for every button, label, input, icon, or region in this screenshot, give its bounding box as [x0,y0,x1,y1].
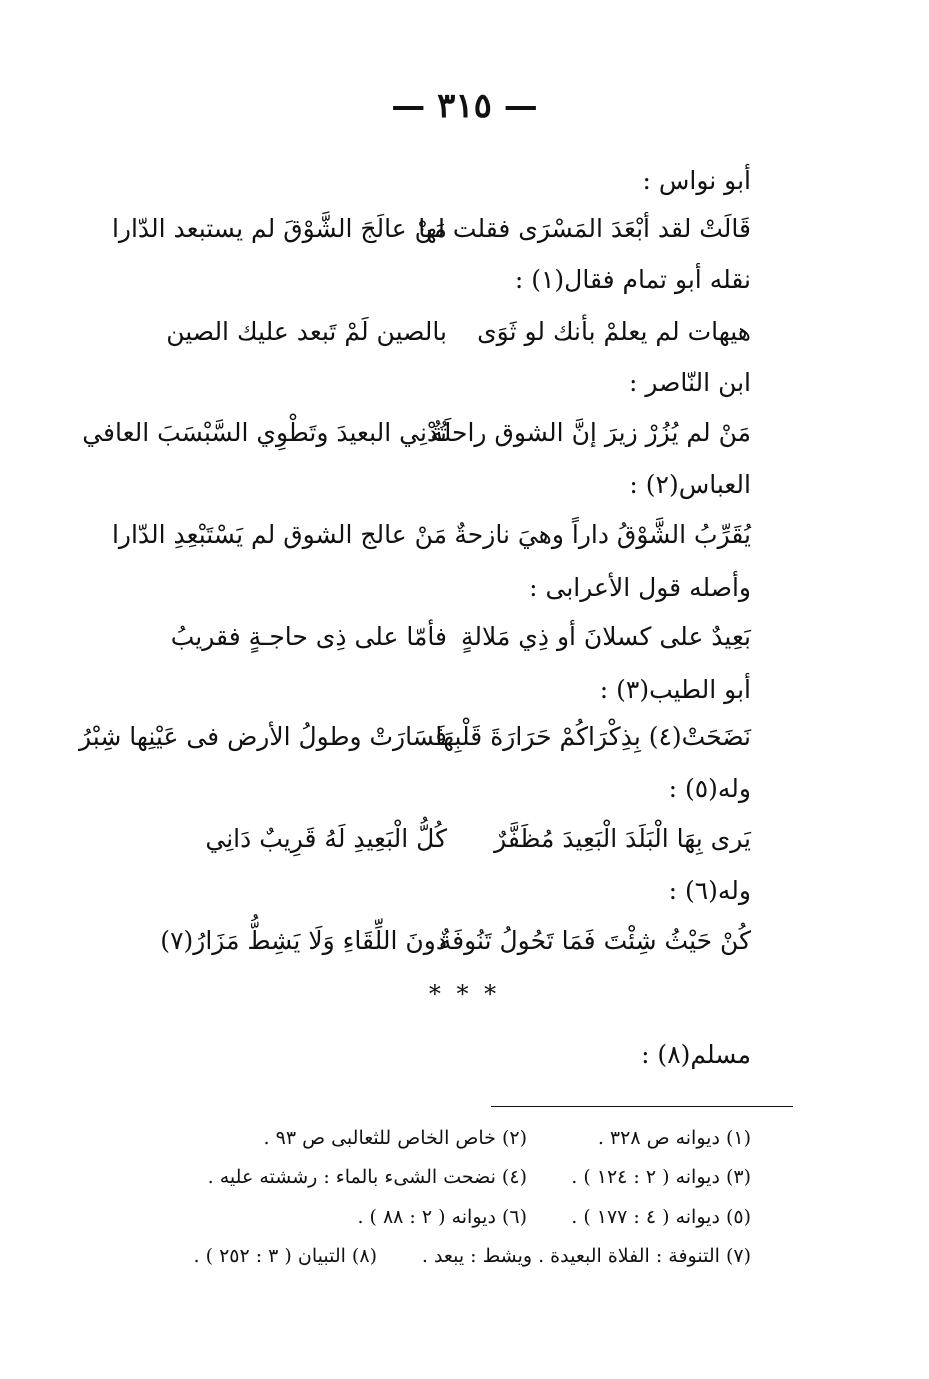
footnote: (٣) ديوانه ( ٢ : ١٢٤ ) . [571,1166,751,1188]
poet-intro-abu-tammam: نقله أبو تمام فقال(١) : [514,265,751,294]
poet-intro-bedouin: وأصله قول الأعرابى : [529,573,751,602]
poet-intro-lahu-5: وله(٥) : [668,774,751,803]
footnote: (٦) ديوانه ( ٢ : ٨٨ ) . [357,1206,527,1228]
verse-hemistich-first: يَرى بِهَا الْبَلَدَ الْبَعِيدَ مُظَفَّرٌ [494,824,751,853]
poet-intro-abu-tayyib: أبو الطيب(٣) : [599,675,751,704]
footnote: (٢) خاص الخاص للثعالبى ص ٩٣ . [263,1127,527,1149]
verse-hemistich-second: كُلُّ الْبَعِيدِ لَهُ قَرِيبٌ دَانِي [205,824,447,853]
footnote: (١) ديوانه ص ٣٢٨ . [597,1127,751,1149]
section-divider-stars: * * * [428,980,501,1008]
poet-intro-lahu-6: وله(٦) : [668,876,751,905]
footnote: (٤) نضحت الشىء بالماء : رششته عليه . [207,1166,527,1188]
verse-hemistich-first: كُنْ حَيْثُ شِئْتَ فَمَا تَحُولُ تَنُوفَةٌ [438,926,751,955]
verse-hemistich-first: بَعِيدٌ على كسلانَ أو ذِي مَلالةٍ [461,622,751,651]
footnote-rule [491,1106,793,1107]
verse-hemistich-second: فَسَارَتْ وطولُ الأرض فى عَيْنِها شِبْرُ [79,722,447,751]
verse-hemistich-second: تُدْنِي البعيدَ وتَطْوِي السَّبْسَبَ العافي [82,418,447,447]
footnote: (٥) ديوانه ( ٤ : ١٧٧ ) . [571,1206,751,1228]
poet-intro-abu-nuwas: أبو نواس : [642,166,751,195]
verse-hemistich-second: دونَ اللِّقَاءِ وَلَا يَشِطُّ مَزَارُ(٧) [160,926,447,955]
verse-hemistich-second: فأمّا على ذِى حاجـةٍ فقريبُ [170,622,447,651]
footnote: (٨) التبيان ( ٣ : ٢٥٢ ) . [193,1245,377,1267]
footnote: (٧) التنوفة : الفلاة البعيدة . ويشط : يبعد . [421,1245,751,1267]
verse-hemistich-second: مَنْ عالَجَ الشَّوْقَ لم يستبعد الدّارا [111,214,447,243]
verse-hemistich-first: هيهات لم يعلمْ بأنك لو ثَوَى [477,317,751,346]
poet-intro-abbas: العباس(٢) : [629,470,751,499]
verse-hemistich-second: مَنْ عالج الشوق لم يَسْتَبْعِدِ الدّارا [111,520,447,549]
poet-intro-muslim: مسلم(٨) : [641,1040,751,1069]
verse-hemistich-first: قَالَتْ لقد أبْعَدَ المَسْرَى فقلت لها [418,214,751,243]
page-number: — ٣١٥ — [391,86,538,126]
verse-hemistich-first: نَضَحَتْ(٤) بِذِكْرَاكُمْ حَرَارَةَ قَلْبِهَا [435,722,751,751]
verse-hemistich-first: يُقَرِّبُ الشَّوْقُ داراً وهيَ نازحةٌ [454,520,751,549]
verse-hemistich-first: مَنْ لم يُزُرْ زيرَ إنَّ الشوق راحلَةٌ [430,418,751,447]
verse-hemistich-second: بالصين لَمْ تَبعد عليك الصين [166,317,447,346]
poet-intro-ibn-nasir: ابن النّاصر : [629,368,751,397]
